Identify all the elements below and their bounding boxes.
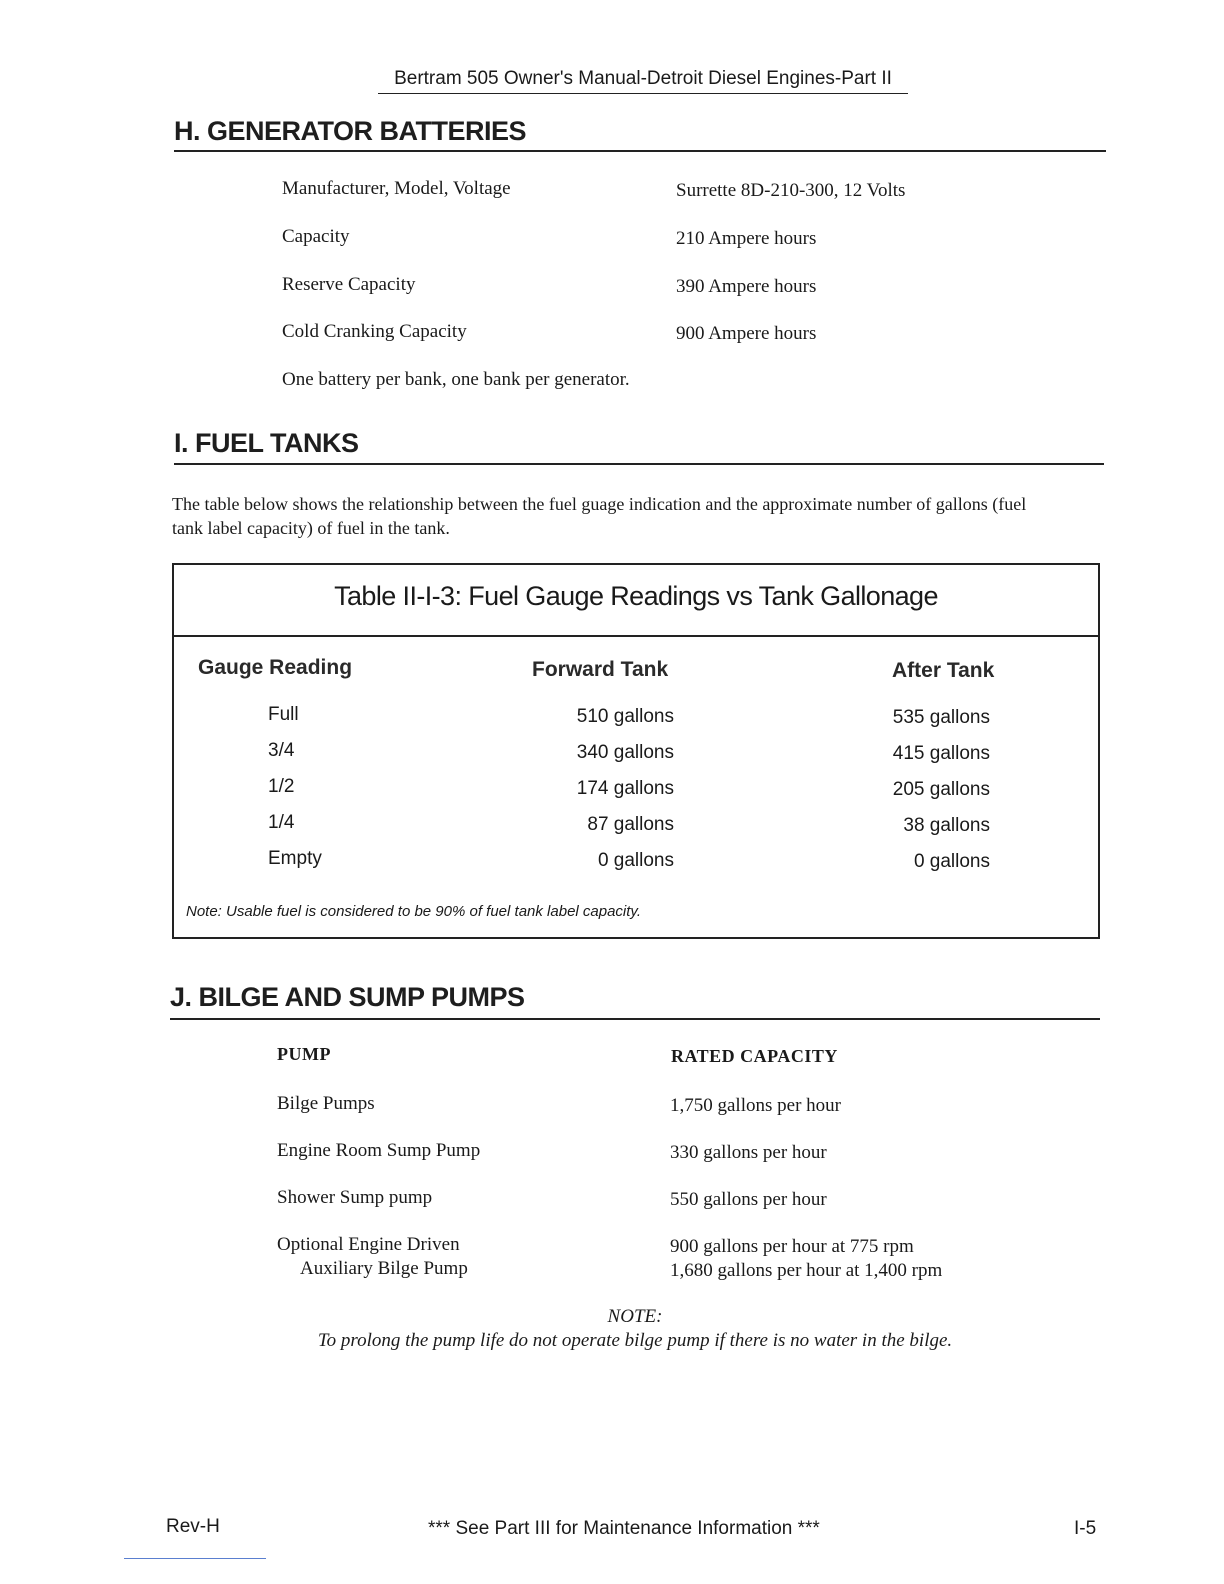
after-gallons: 415 gallons: [892, 743, 990, 764]
gauge-reading: 3/4: [268, 740, 295, 761]
forward-gallons: 340 gallons: [576, 742, 674, 763]
gauge-reading: 1/4: [268, 812, 295, 833]
after-gallons: 535 gallons: [892, 707, 990, 728]
after-gallons: 205 gallons: [892, 779, 990, 800]
fuel-intro-line1: The table below shows the relationship between the fuel guage indication and the approximate number of gallons (fuel: [172, 494, 1027, 514]
pump-capacity: 1,750 gallons per hour: [670, 1095, 841, 1116]
pump-capacity-line2: 1,680 gallons per hour at 1,400 rpm: [670, 1260, 943, 1281]
section-j-title: J. BILGE AND SUMP PUMPS: [170, 982, 525, 1012]
gauge-reading: Full: [268, 704, 299, 725]
spec-label: Capacity: [282, 226, 350, 247]
spec-value: 900 Ampere hours: [676, 323, 817, 344]
forward-gallons: 174 gallons: [576, 778, 674, 799]
spec-value: 390 Ampere hours: [676, 276, 817, 297]
forward-gallons: 87 gallons: [587, 814, 674, 835]
after-gallons: 38 gallons: [903, 815, 990, 836]
spec-label: Manufacturer, Model, Voltage: [282, 178, 511, 199]
table-caption: Table II-I-3: Fuel Gauge Readings vs Tank Gallonage: [334, 581, 938, 611]
column-header-forward: Forward Tank: [532, 658, 669, 681]
spec-label: Cold Cranking Capacity: [282, 321, 467, 342]
column-header-pump: PUMP: [277, 1044, 331, 1064]
after-gallons: 0 gallons: [913, 851, 990, 872]
table-caption-row: [174, 565, 1098, 637]
gauge-reading: Empty: [268, 848, 322, 869]
section-i-title: I. FUEL TANKS: [174, 428, 359, 458]
column-header-gauge: Gauge Reading: [198, 656, 353, 679]
footer-center-note: *** See Part III for Maintenance Information ***: [428, 1518, 820, 1539]
pump-name: Shower Sump pump: [277, 1187, 433, 1208]
running-header: Bertram 505 Owner's Manual-Detroit Diesel Engines-Part II: [378, 68, 908, 94]
forward-gallons: 0 gallons: [597, 850, 674, 871]
battery-footnote: One battery per bank, one bank per generator.: [282, 369, 630, 390]
pump-name: Engine Room Sump Pump: [277, 1140, 481, 1161]
section-h-title: H. GENERATOR BATTERIES: [174, 116, 527, 146]
spec-label: Reserve Capacity: [282, 274, 416, 295]
footer-revision: Rev-H: [166, 1516, 220, 1537]
footer-blue-line: [124, 1558, 266, 1559]
pump-name: Bilge Pumps: [277, 1093, 375, 1114]
forward-gallons: 510 gallons: [576, 706, 674, 727]
section-j-rule: [170, 1018, 1100, 1020]
fuel-intro-line2: tank label capacity) of fuel in the tank.: [172, 518, 450, 538]
pump-capacity: 900 gallons per hour at 775 rpm: [670, 1236, 914, 1257]
pump-name-line2: Auxiliary Bilge Pump: [300, 1258, 468, 1279]
pump-note-title: NOTE:: [607, 1306, 663, 1327]
spec-value: 210 Ampere hours: [676, 228, 817, 249]
pump-name: Optional Engine Driven: [277, 1234, 460, 1255]
table-note: Note: Usable fuel is considered to be 90% of fuel tank label capacity.: [186, 903, 641, 920]
pump-capacity: 330 gallons per hour: [670, 1142, 827, 1163]
column-header-after: After Tank: [892, 659, 995, 682]
column-header-capacity: RATED CAPACITY: [671, 1046, 838, 1066]
pump-note-body: To prolong the pump life do not operate bilge pump if there is no water in the bilge.: [317, 1330, 953, 1351]
pump-capacity: 550 gallons per hour: [670, 1189, 827, 1210]
section-i-rule: [174, 463, 1104, 465]
footer-page-number: I-5: [1074, 1518, 1097, 1539]
fuel-gauge-table: [172, 563, 1100, 939]
section-h-rule: [174, 150, 1106, 152]
gauge-reading: 1/2: [268, 776, 295, 797]
spec-value: Surrette 8D-210-300, 12 Volts: [676, 180, 906, 201]
